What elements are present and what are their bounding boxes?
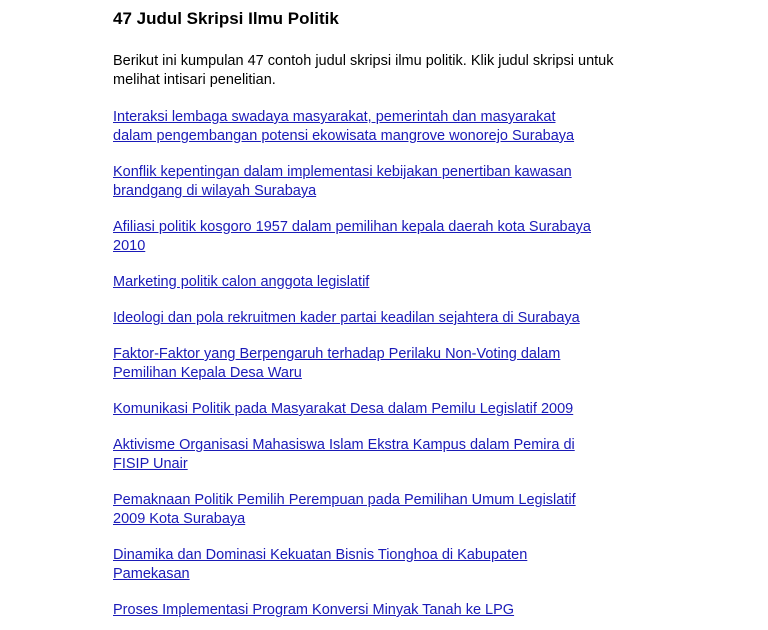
link-line-1: Dinamika dan Dominasi Kekuatan Bisnis Tionghoa di Kabupaten: [113, 547, 528, 563]
skripsi-title-link[interactable]: [113, 436, 673, 474]
skripsi-title-link[interactable]: [113, 546, 673, 584]
list-item: [113, 309, 673, 328]
link-line-2: Pamekasan: [113, 566, 190, 582]
skripsi-title-link[interactable]: [113, 218, 673, 256]
skripsi-title-link[interactable]: [113, 309, 673, 328]
skripsi-title-link[interactable]: [113, 601, 673, 620]
link-line-1: Proses Implementasi Program Konversi Minyak Tanah ke LPG: [113, 602, 515, 618]
link-line-1: Konflik kepentingan dalam implementasi kebijakan penertiban kawasan: [113, 164, 572, 180]
list-item: [113, 108, 673, 146]
intro-paragraph: Berikut ini kumpulan 47 contoh judul skripsi ilmu politik. Klik judul skripsi untuk melihat intisari penelitian.: [113, 53, 614, 88]
link-line-1: Ideologi dan pola rekruitmen kader partai keadilan sejahtera di Surabaya: [113, 310, 580, 326]
list-item: [113, 436, 673, 474]
skripsi-title-link[interactable]: [113, 108, 673, 146]
link-line-2: FISIP Unair: [113, 456, 188, 472]
page-title: 47 Judul Skripsi Ilmu Politik: [113, 9, 339, 28]
list-item: [113, 601, 673, 620]
document-page: [113, 8, 673, 620]
link-line-2: 2009 Kota Surabaya: [113, 511, 246, 527]
skripsi-title-link[interactable]: [113, 163, 673, 201]
link-line-2: brandgang di wilayah Surabaya: [113, 183, 317, 199]
skripsi-title-link[interactable]: [113, 491, 673, 529]
link-line-2: dalam pengembangan potensi ekowisata mangrove wonorejo Surabaya: [113, 128, 575, 144]
list-item: [113, 163, 673, 201]
link-line-2: 2010: [113, 238, 146, 254]
list-item: [113, 491, 673, 529]
link-line-1: Marketing politik calon anggota legislatif: [113, 274, 370, 290]
list-item: [113, 345, 673, 383]
list-item: [113, 218, 673, 256]
link-line-1: Interaksi lembaga swadaya masyarakat, pemerintah dan masyarakat: [113, 109, 556, 125]
link-line-1: Pemaknaan Politik Pemilih Perempuan pada Pemilihan Umum Legislatif: [113, 492, 576, 508]
link-line-1: Faktor-Faktor yang Berpengaruh terhadap Perilaku Non-Voting dalam: [113, 346, 561, 362]
link-line-2: Pemilihan Kepala Desa Waru: [113, 365, 302, 381]
list-item: [113, 400, 673, 419]
skripsi-title-list: [113, 108, 673, 620]
list-item: [113, 273, 673, 292]
link-line-1: Aktivisme Organisasi Mahasiswa Islam Ekstra Kampus dalam Pemira di: [113, 437, 575, 453]
list-item: [113, 546, 673, 584]
skripsi-title-link[interactable]: [113, 345, 673, 383]
link-line-1: Komunikasi Politik pada Masyarakat Desa dalam Pemilu Legislatif 2009: [113, 401, 574, 417]
link-line-1: Afiliasi politik kosgoro 1957 dalam pemilihan kepala daerah kota Surabaya: [113, 219, 591, 235]
skripsi-title-link[interactable]: [113, 400, 673, 419]
skripsi-title-link[interactable]: [113, 273, 673, 292]
